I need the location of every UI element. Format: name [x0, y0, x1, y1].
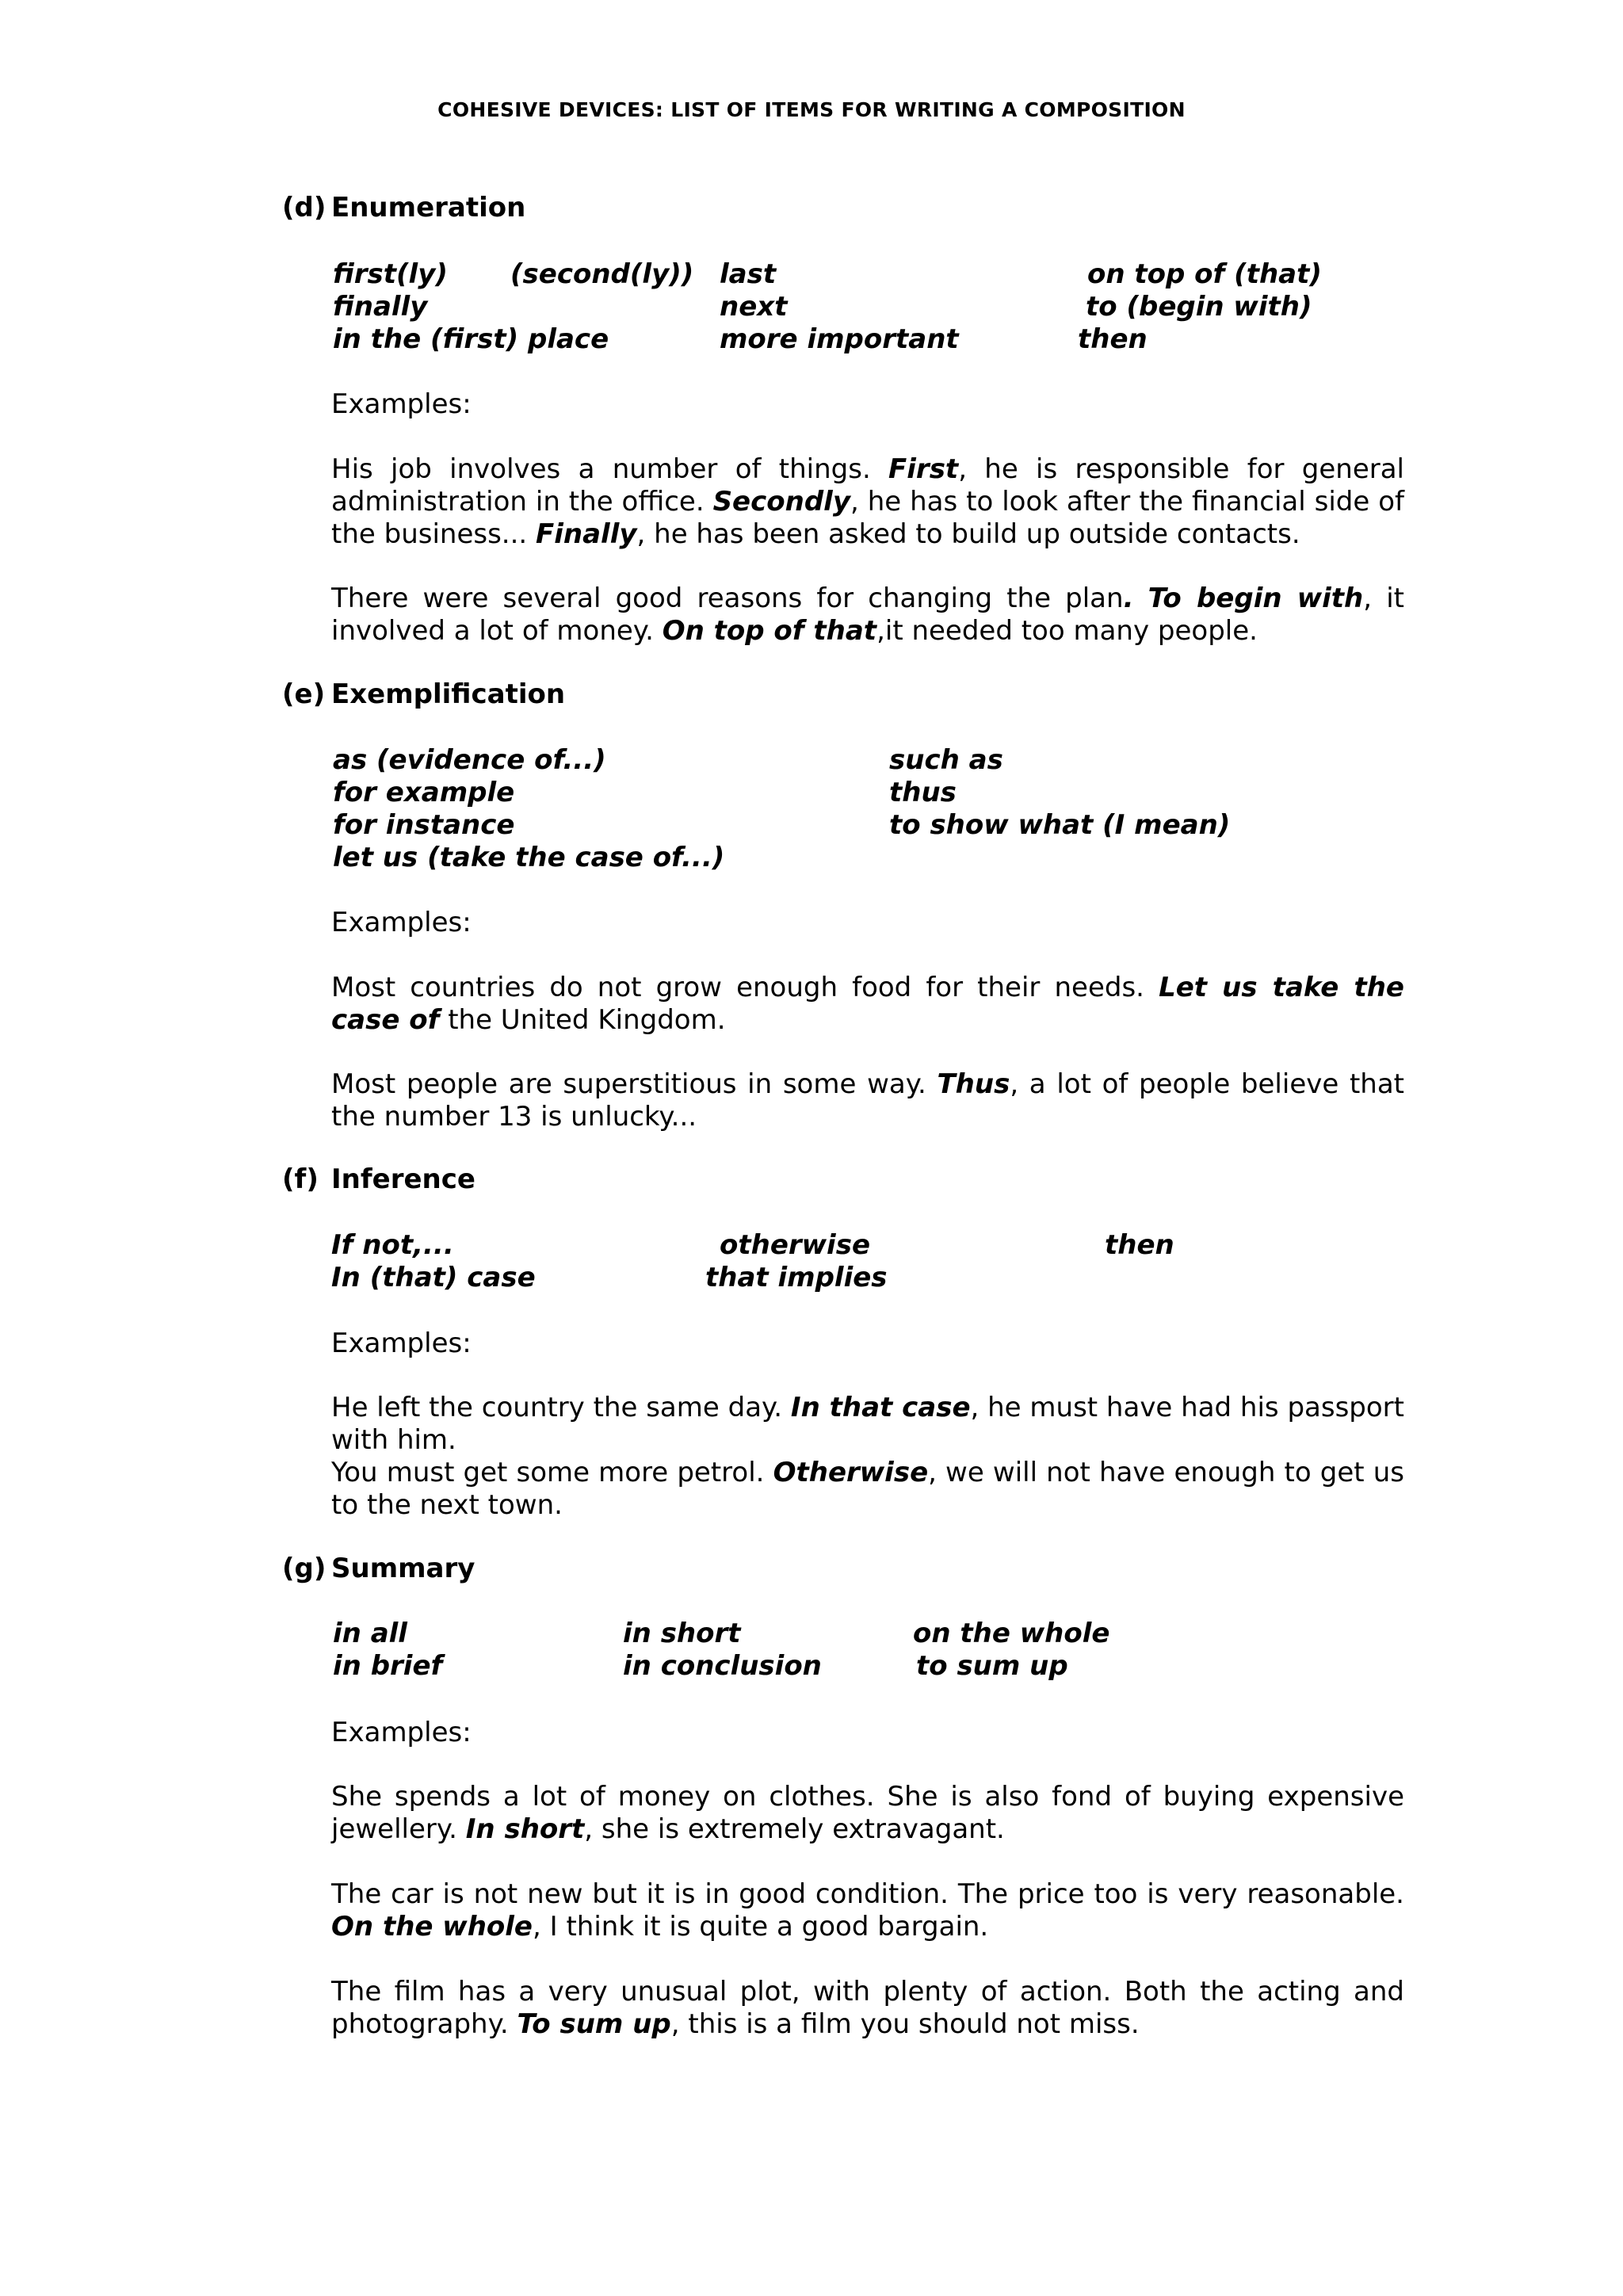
- term: thus: [889, 777, 957, 808]
- term: for example: [333, 777, 515, 808]
- section-heading-summary: [282, 1553, 475, 1584]
- term: In (that) case: [331, 1262, 536, 1293]
- term: in all: [333, 1618, 407, 1649]
- example-paragraph: She spends a lot of money on clothes. She is also fond of buying expensive jewellery. In short, she is extremely extravagant.: [331, 1781, 1404, 1845]
- term: in short: [623, 1618, 741, 1649]
- cue-word: Finally: [536, 518, 637, 550]
- term: such as: [889, 744, 1003, 776]
- cue-word: To begin with: [1148, 583, 1364, 614]
- section-heading-inference: [282, 1163, 475, 1195]
- cue-word: First: [888, 453, 959, 485]
- example-paragraph: His job involves a number of things. First, he is responsible for general administration in the office. Secondly, he has to look after the financial side of the business... Finally, he has been asked to build up outside contacts.: [331, 453, 1404, 550]
- examples-label: Examples:: [331, 1717, 472, 1748]
- section-title: Summary: [331, 1553, 475, 1584]
- cue-word: .: [1123, 583, 1134, 614]
- section-title: Inference: [331, 1163, 475, 1195]
- cue-word: On top of that: [662, 615, 877, 647]
- examples-label: Examples:: [331, 1328, 472, 1359]
- section-title: Enumeration: [331, 192, 526, 223]
- cue-word: Secondly: [712, 486, 850, 518]
- term: then: [1078, 323, 1148, 355]
- term: on top of (that): [1087, 258, 1322, 290]
- cue-word: On the whole: [331, 1911, 533, 1943]
- term: on the whole: [913, 1618, 1110, 1649]
- section-letter: (e): [282, 678, 326, 710]
- term: to show what (I mean): [889, 809, 1231, 841]
- term: next: [720, 291, 788, 323]
- term: last: [720, 258, 777, 290]
- term: to sum up: [916, 1650, 1068, 1682]
- term: in brief: [333, 1650, 443, 1682]
- term: let us (take the case of...): [333, 842, 725, 873]
- term: then: [1105, 1229, 1174, 1261]
- cue-word: In that case: [790, 1392, 971, 1423]
- section-letter: (g): [282, 1553, 327, 1584]
- example-paragraph: You must get some more petrol. Otherwise, we will not have enough to get us to the next town.: [331, 1457, 1404, 1521]
- example-paragraph: Most countries do not grow enough food for their needs. Let us take the case of the United Kingdom.: [331, 972, 1404, 1036]
- term: more important: [720, 323, 959, 355]
- cue-word: In short: [465, 1813, 585, 1845]
- term: first(ly): [333, 258, 448, 290]
- term: (second(ly)): [510, 258, 694, 290]
- section-title: Exemplification: [331, 678, 566, 710]
- term: as (evidence of...): [333, 744, 606, 776]
- cue-word: Let us take the case of: [331, 972, 1404, 1036]
- example-paragraph: The car is not new but it is in good condition. The price too is very reasonable. On the whole, I think it is quite a good bargain.: [331, 1878, 1404, 1943]
- term: to (begin with): [1086, 291, 1312, 323]
- term: finally: [333, 291, 428, 323]
- term: that implies: [705, 1262, 888, 1293]
- section-letter: (f): [282, 1163, 319, 1195]
- section-letter: (d): [282, 192, 327, 223]
- page-header: COHESIVE DEVICES: LIST OF ITEMS FOR WRITING A COMPOSITION: [437, 98, 1186, 121]
- term: If not,...: [331, 1229, 454, 1261]
- example-paragraph: There were several good reasons for changing the plan. To begin with, it involved a lot of money. On top of that,it needed too many people.: [331, 583, 1404, 647]
- term: in conclusion: [623, 1650, 822, 1682]
- example-paragraph: He left the country the same day. In that case, he must have had his passport with him.: [331, 1392, 1404, 1456]
- cue-word: To sum up: [517, 2008, 671, 2040]
- term: otherwise: [720, 1229, 871, 1261]
- section-heading-enumeration: [282, 192, 525, 223]
- example-paragraph: Most people are superstitious in some way. Thus, a lot of people believe that the number 13 is unlucky...: [331, 1068, 1405, 1133]
- term: in the (first) place: [333, 323, 609, 355]
- examples-label: Examples:: [331, 388, 472, 420]
- cue-word: Thus: [937, 1068, 1010, 1100]
- section-heading-exemplification: [282, 678, 565, 710]
- examples-label: Examples:: [331, 907, 472, 938]
- cue-word: Otherwise: [773, 1457, 929, 1488]
- example-paragraph: The film has a very unusual plot, with plenty of action. Both the acting and photography. To sum up, this is a film you should not miss.: [331, 1976, 1404, 2040]
- term: for instance: [333, 809, 515, 841]
